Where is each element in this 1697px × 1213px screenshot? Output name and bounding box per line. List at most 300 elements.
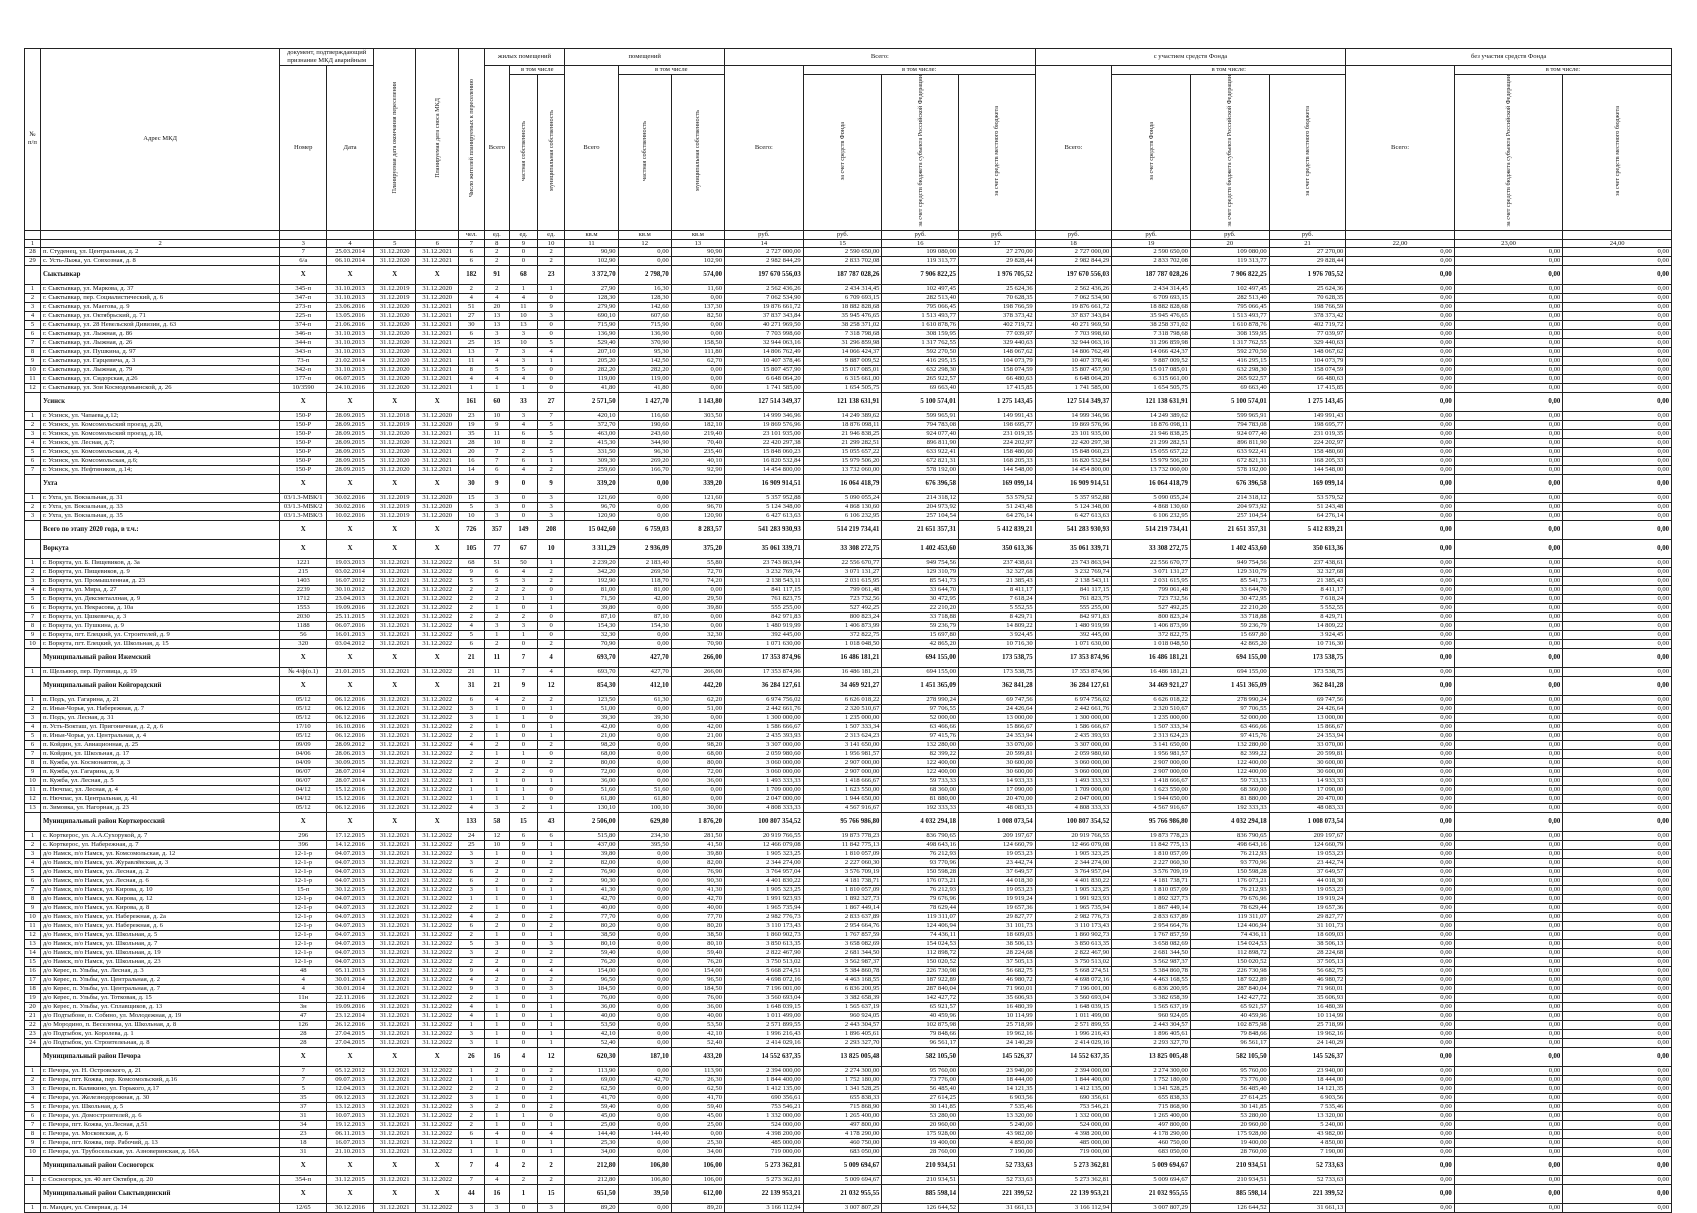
value-cell: 62,20 [671,695,724,704]
value-cell: 3 750 513,02 [1035,957,1112,966]
value-cell: 7 [25,885,41,894]
value-cell: 3 [459,1203,485,1212]
value-cell: 85 541,73 [882,576,959,585]
value-cell: 136,90 [565,329,618,338]
unit-cell [327,230,374,239]
value-cell: 1 844 400,00 [1035,1075,1112,1084]
value-cell: 31.12.2021 [416,429,459,438]
value-cell: 1 [25,831,41,840]
value-cell: 36,00 [565,1002,618,1011]
value-cell: 72,70 [671,567,724,576]
value-cell: 372 822,75 [803,630,882,639]
value-cell: 31.12.2021 [373,1138,416,1147]
value-cell: 1 [25,558,41,567]
value-cell: 28 [25,247,41,256]
value-cell: 0 [510,1075,538,1084]
value-cell: 0,00 [1454,594,1563,603]
value-cell: 2 442 661,76 [1035,704,1112,713]
value-cell: 31.12.2022 [416,1111,459,1120]
value-cell: 0,00 [1454,722,1563,731]
value-cell: 10 [484,840,510,849]
value-cell: 96 561,17 [1190,1038,1269,1047]
value-cell: 14 121,35 [959,1084,1036,1093]
value-cell: 1 235 000,00 [803,713,882,722]
value-cell: 87,10 [565,612,618,621]
unit-cell: руб. [803,230,882,239]
value-cell: 82,00 [671,858,724,867]
value-cell: 05/12 [280,803,327,812]
value-cell: 715 868,90 [803,1102,882,1111]
value-cell: 0,00 [1454,858,1563,867]
value-cell: 1 876,20 [671,812,724,831]
address-cell: г. Воркута, ул. Цшкевича, д. 3 [40,612,279,621]
value-cell: 0,00 [1563,383,1672,392]
value-cell: 31.12.2021 [373,767,416,776]
address-cell: г. Воркута, ул. Некрасова, д. 10а [40,603,279,612]
value-cell [25,265,41,284]
value-cell: 2 [510,803,538,812]
value-cell: 3 [25,1084,41,1093]
table-row [25,1175,1672,1184]
address-cell: д/о Намск, п/о Намск, ул. Кирова, д. 10 [40,885,279,894]
value-cell: 1 586 666,67 [1035,722,1112,731]
value-cell: X [416,539,459,558]
value-cell: 2 443 304,57 [803,1020,882,1029]
value-cell: 31.12.2022 [416,576,459,585]
value-cell: 5 100 574,01 [882,392,959,411]
value-cell: 0,00 [618,639,671,648]
value-cell: 14 [25,948,41,957]
value-cell: 0,00 [1346,429,1455,438]
value-cell: 36 284 127,61 [1035,676,1112,695]
value-cell: 1 [484,749,510,758]
value-cell: 31.12.2021 [373,1066,416,1075]
value-cell: 31.12.2021 [373,930,416,939]
value-cell: 31.10.2013 [327,293,374,302]
value-cell: 753 546,21 [725,1102,804,1111]
unit-cell: руб. [882,230,959,239]
value-cell: 3 [459,1093,485,1102]
value-cell: 31.12.2021 [416,329,459,338]
value-cell: 13 825 005,48 [1112,1047,1191,1066]
value-cell: 28.09.2015 [327,456,374,465]
value-cell: 184,50 [671,984,724,993]
value-cell: 0,00 [1454,576,1563,585]
value-cell: 14 249 389,62 [1112,411,1191,420]
table-row [25,930,1672,939]
value-cell: 1 965 735,94 [725,903,804,912]
value-cell: 4 [537,966,565,975]
value-cell: 2 [484,585,510,594]
value-cell: 2 [537,1066,565,1075]
address-cell: г. Усинск, ул. Нефтяников, д.14; [40,465,279,474]
table-row [25,621,1672,630]
value-cell: 6 [510,831,538,840]
value-cell: 3 576 709,19 [803,867,882,876]
header-cost-fund [803,75,882,231]
value-cell: 2 562 436,26 [1035,284,1112,293]
value-cell: 8 429,71 [959,612,1036,621]
value-cell: 31.12.2021 [373,785,416,794]
value-cell: 0,00 [618,930,671,939]
value-cell: 0,00 [1454,758,1563,767]
value-cell: 3 658 082,69 [803,939,882,948]
value-cell: 0,00 [1346,894,1455,903]
value-cell: 4 [25,722,41,731]
value-cell: 5 [510,365,538,374]
value-cell: 19 400,00 [1190,1138,1269,1147]
value-cell: 27 614,25 [1190,1093,1269,1102]
value-cell: 0,00 [671,329,724,338]
value-cell: 70,40 [671,438,724,447]
value-cell: 42,70 [671,894,724,903]
value-cell: 0,00 [1346,320,1455,329]
value-cell: 31.12.2021 [416,338,459,347]
value-cell: 31.12.2020 [373,429,416,438]
value-cell: 0 [510,984,538,993]
value-cell: 1 [537,284,565,293]
value-cell: 53 280,00 [882,1111,959,1120]
value-cell: 3 [459,948,485,957]
value-cell: 31.12.2021 [373,639,416,648]
value-cell: 79 848,66 [1190,1029,1269,1038]
value-cell: 0,00 [1454,648,1563,667]
value-cell: 03/1.3-МВК/3 [280,511,327,520]
table-row [25,502,1672,511]
value-cell: 0,00 [1346,840,1455,849]
value-cell: 0,00 [1563,740,1672,749]
address-cell: п. Щельяюр, пер. Пуговица, д. 19 [40,667,279,676]
unit-cell [40,230,279,239]
value-cell: 19.09.2016 [327,603,374,612]
header-total-cost: Всего: [725,49,1036,66]
value-cell: 33 070,00 [1269,740,1346,749]
value-cell: 2 [484,957,510,966]
value-cell: 42,70 [565,894,618,903]
value-cell: 357 [484,520,510,539]
value-cell: 0,00 [618,957,671,966]
value-cell: 11 [484,648,510,667]
value-cell: 0 [510,1020,538,1029]
value-cell: 0,00 [618,984,671,993]
header-units-in-which: в том числе [510,66,565,75]
value-cell: 158 480,60 [959,447,1036,456]
address-cell: п. Иньи-Чорья, ул. Набережная, д. 7 [40,704,279,713]
value-cell: 0,00 [1454,794,1563,803]
value-cell: 32,30 [671,630,724,639]
value-cell: 76 212,93 [882,849,959,858]
value-cell: 633 922,41 [882,447,959,456]
value-cell: 51,60 [618,785,671,794]
address-cell: д/о Намск, п/о Намск, ул. Лесная, д. 6 [40,876,279,885]
value-cell: 234,30 [618,831,671,840]
value-cell: 0,00 [1346,465,1455,474]
value-cell: 2 727 000,00 [1035,247,1112,256]
value-cell: 2 562 436,26 [725,284,804,293]
value-cell: 1 [537,1093,565,1102]
value-cell: 497 800,00 [1112,1120,1191,1129]
value-cell: 51 243,48 [1269,502,1346,511]
value-cell: 3 [484,1203,510,1212]
value-cell: 0 [510,1029,538,1038]
value-cell: 0,00 [1563,594,1672,603]
value-cell: 52 733,63 [959,1156,1036,1175]
value-cell: 0,00 [618,1002,671,1011]
value-cell: 0,00 [1346,1011,1455,1020]
value-cell: 0,00 [1346,984,1455,993]
address-cell: д/о Подтыбок, ул. Королева, д. 1 [40,1029,279,1038]
value-cell: 14 933,33 [1269,776,1346,785]
value-cell: 31.12.2021 [373,1129,416,1138]
value-cell: 0,00 [1454,1002,1563,1011]
value-cell: 0,00 [1563,520,1672,539]
column-number-cell: 12 [618,239,671,247]
value-cell: 10 [25,1147,41,1156]
value-cell: 2 [459,1084,485,1093]
value-cell: 28.07.2014 [327,776,374,785]
value-cell: 24 140,29 [1269,1038,1346,1047]
value-cell: 3 [25,849,41,858]
value-cell: 25,00 [671,1120,724,1129]
value-cell: 0,00 [618,1029,671,1038]
table-row [25,1038,1672,1047]
value-cell: 31.12.2021 [416,447,459,456]
value-cell: 32 944 063,16 [725,338,804,347]
value-cell: 7 [459,1156,485,1175]
value-cell: 1 [537,849,565,858]
value-cell: 694 155,00 [1190,667,1269,676]
value-cell: 59 236,79 [882,621,959,630]
value-cell: 16 [459,456,485,465]
value-cell: 13.05.2016 [327,311,374,320]
value-cell: 100,10 [618,803,671,812]
value-cell: 259,60 [565,465,618,474]
value-cell: 78 629,44 [1190,903,1269,912]
value-cell: 1 860 902,73 [1035,930,1112,939]
value-cell: 28 224,68 [1269,948,1346,957]
address-cell: г. Воркута, пгт. Елецкий, ул. Школьная, д. 15 [40,639,279,648]
table-row [25,1002,1672,1011]
value-cell: 44 018,30 [959,876,1036,885]
header-area-private-text: частная собственность [641,120,649,181]
value-cell: 2 907 000,00 [1112,758,1191,767]
value-cell: 182 [459,265,485,284]
value-cell: 30.02.2016 [327,502,374,511]
value-cell: 21 299 282,51 [1112,438,1191,447]
value-cell: 5 090 055,24 [1112,493,1191,502]
value-cell: 27 270,00 [959,247,1036,256]
address-cell: д/о Намск, п/о Намск, ул. Комсомольская, д. 12 [40,849,279,858]
value-cell: X [416,1156,459,1175]
value-cell: 0,00 [1346,930,1455,939]
value-cell: 0 [510,1093,538,1102]
value-cell: 5 552,55 [959,603,1036,612]
value-cell: 0,00 [1563,302,1672,311]
value-cell: 53 280,00 [1190,1111,1269,1120]
value-cell: 1 [25,493,41,502]
column-number-cell: 13 [671,239,724,247]
value-cell: 3 [484,939,510,948]
address-cell: п. Койдин, ул. Авиационная, д. 25 [40,740,279,749]
value-cell: 119,00 [565,374,618,383]
value-cell: 6 709 693,15 [803,293,882,302]
address-cell: п. Койдин, ул. Школьная, д. 17 [40,749,279,758]
address-cell: г. Сыктывкар, ул. Гарцевича, д. 3 [40,356,279,365]
value-cell: 5 [280,1084,327,1093]
value-cell: 3 [484,493,510,502]
value-cell: 129 310,79 [882,567,959,576]
value-cell: 1 406 873,99 [1112,621,1191,630]
value-cell: 04.07.2013 [327,921,374,930]
value-cell: 0 [510,894,538,903]
value-cell: 1 [459,1147,485,1156]
value-cell: 97 415,76 [882,731,959,740]
value-cell: 6 [25,603,41,612]
value-cell: 6 759,03 [618,520,671,539]
value-cell: 119 313,77 [1190,256,1269,265]
header-address: Адрес МКД [40,49,279,231]
value-cell: 40 271 969,50 [1035,320,1112,329]
value-cell: 672 821,31 [1190,456,1269,465]
value-cell: 33 644,70 [1190,585,1269,594]
value-cell: 15 [25,957,41,966]
value-cell: 41,80 [618,383,671,392]
value-cell: 2 727 000,00 [725,247,804,256]
value-cell: 31.12.2021 [416,247,459,256]
value-cell: 4 401 830,22 [1035,876,1112,885]
value-cell: 77 039,97 [1269,329,1346,338]
value-cell: 2 239,20 [565,558,618,567]
value-cell: 21.06.2016 [327,320,374,329]
value-cell: 122 400,00 [1190,758,1269,767]
header-cost-total: Всего: [725,66,804,231]
value-cell: 44 018,30 [1269,876,1346,885]
value-cell: 1 752 180,00 [1112,1075,1191,1084]
subtotal-row [25,520,1672,539]
value-cell: 23 743 863,94 [1035,558,1112,567]
value-cell: 0,00 [1454,456,1563,465]
value-cell: 112 898,72 [1190,948,1269,957]
value-cell: 265 922,57 [1190,374,1269,383]
value-cell: 0,00 [1563,776,1672,785]
value-cell: 342-п [280,365,327,374]
address-cell: д/о Намск, п/о Намск, ул. Школьная, д. 19 [40,948,279,957]
value-cell: 0,00 [618,948,671,957]
value-cell: 26,30 [671,1075,724,1084]
value-cell: 214 318,12 [1190,493,1269,502]
value-cell: 43 982,00 [1269,1129,1346,1138]
value-cell: 378 373,42 [1269,311,1346,320]
value-cell: 31.12.2021 [416,438,459,447]
value-cell: 7 [25,749,41,758]
address-cell: с. Корткерос, ул. Набережная, д. 7 [40,840,279,849]
group-name-cell: Сыктывкар [40,265,279,284]
value-cell: 3 [537,984,565,993]
value-cell: 5 273 362,81 [1035,1175,1112,1184]
value-cell: 35 606,93 [1269,993,1346,1002]
value-cell: 31.12.2021 [373,722,416,731]
value-cell: 2 [459,993,485,1002]
value-cell: X [327,648,374,667]
value-cell: 53,50 [671,1020,724,1029]
value-cell: 31.12.2022 [416,1002,459,1011]
table-row [25,984,1672,993]
value-cell: 28.06.2013 [327,749,374,758]
value-cell: 0,00 [618,247,671,256]
value-cell: 30.12.2016 [327,1203,374,1212]
value-cell: 03/1.3-МВК/2 [280,502,327,511]
address-cell: г. Усинск, ул. Лесная, д.7; [40,438,279,447]
value-cell: 31.12.2021 [373,840,416,849]
address-cell: г. Печора, п. Каликино, ул. Горького, д.17 [40,1084,279,1093]
value-cell: 5 240,00 [959,1120,1036,1129]
value-cell: 4 [459,293,485,302]
value-cell: 3 576 709,19 [1112,867,1191,876]
address-cell: д/о Подтыбоне, п. Собино, ул. Молодежная, д. 19 [40,1011,279,1020]
header-fund-local [1269,75,1346,231]
value-cell: 16 064 418,79 [803,474,882,493]
value-cell: 90,30 [671,876,724,885]
value-cell: 9 [537,302,565,311]
value-cell: 282,20 [618,365,671,374]
value-cell: X [373,676,416,695]
value-cell: 31.12.2022 [416,1175,459,1184]
address-cell: г. Сосногорск, ул. 40 лет Октября, д. 20 [40,1175,279,1184]
value-cell: 104 073,79 [959,356,1036,365]
value-cell: 52 733,63 [959,1175,1036,1184]
table-row [25,921,1672,930]
value-cell: 102 497,45 [882,284,959,293]
value-cell: 21 [459,648,485,667]
value-cell: 1 [25,284,41,293]
header-fund-subject-text: за счет средств бюджета субъекта Российской Федерации [1226,75,1234,227]
value-cell: 0,00 [1454,603,1563,612]
value-cell: 17 353 874,96 [725,667,804,676]
value-cell: 0 [537,794,565,803]
value-cell: 31.12.2022 [416,740,459,749]
address-cell: г. Сыктывкар, ул. Лыжная, д. 86 [40,329,279,338]
value-cell: 31.12.2022 [416,758,459,767]
address-cell: д/о Подтыбок, ул. Строителеьная, д. 8 [40,1038,279,1047]
value-cell: 14 933,33 [959,776,1036,785]
value-cell: 76 212,93 [1190,885,1269,894]
value-cell: 303,50 [671,411,724,420]
value-cell: 154,00 [565,966,618,975]
value-cell: 31.12.2021 [373,630,416,639]
value-cell: 38 258 371,02 [1112,320,1191,329]
value-cell: 0,00 [1563,1138,1672,1147]
value-cell: 4 401 830,22 [725,876,804,885]
value-cell: 0,00 [671,383,724,392]
value-cell: 31.12.2021 [373,621,416,630]
value-cell: 4 [280,984,327,993]
value-cell: X [280,812,327,831]
value-cell: 0,00 [618,630,671,639]
value-cell: 0,00 [1454,411,1563,420]
value-cell: 16 [484,1047,510,1066]
value-cell: 655 838,33 [1112,1093,1191,1102]
value-cell: 0,00 [618,1093,671,1102]
table-row [25,975,1672,984]
value-cell: 149 991,43 [959,411,1036,420]
subtotal-row [25,474,1672,493]
value-cell: 2 [484,639,510,648]
value-cell: X [327,1184,374,1203]
value-cell: 0,00 [1346,749,1455,758]
column-number-cell: 24,00 [1563,239,1672,247]
value-cell: 154 024,53 [1190,939,1269,948]
value-cell: 14 806 762,49 [725,347,804,356]
